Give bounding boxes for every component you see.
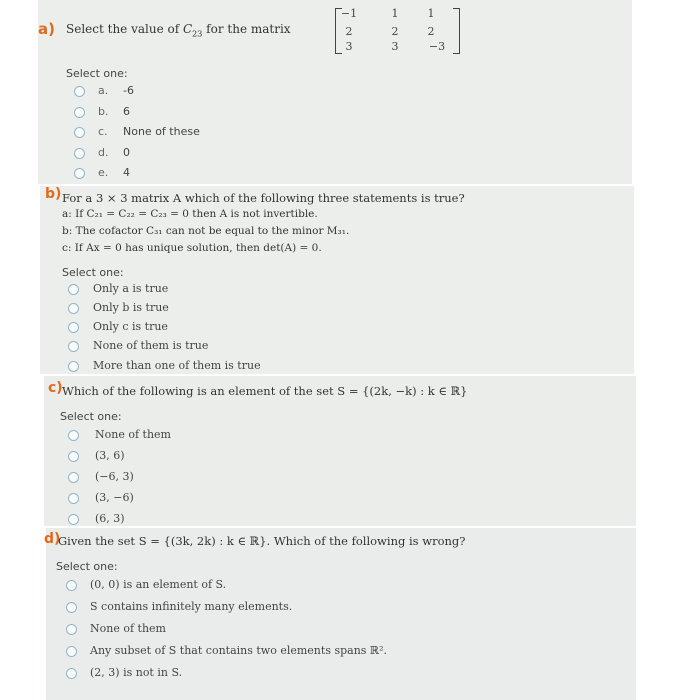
question-a-text bbox=[66, 22, 291, 38]
matrix-cell: 1 bbox=[391, 7, 399, 20]
select-one-label-c: Select one: bbox=[60, 410, 122, 423]
select-one-label-b: Select one: bbox=[62, 266, 124, 279]
radio-c-option-1[interactable] bbox=[68, 430, 79, 441]
radio-b-option-4[interactable] bbox=[68, 341, 79, 352]
statement-a: a: If C₂₁ = C₂₂ = C₂₃ = 0 then A is not invertible. bbox=[62, 208, 318, 220]
option-text: Any subset of S that contains two elements spans ℝ². bbox=[90, 644, 387, 657]
option-text: (0, 0) is an element of S. bbox=[90, 578, 227, 591]
radio-a-option-c[interactable] bbox=[74, 127, 85, 138]
option-text: None of them bbox=[90, 622, 166, 635]
matrix-cell: 2 bbox=[345, 25, 353, 38]
radio-a-option-d[interactable] bbox=[74, 148, 85, 159]
option-text: None of them is true bbox=[93, 339, 209, 352]
option-text: (3, −6) bbox=[95, 491, 134, 504]
question-a-marker: a) bbox=[38, 20, 55, 38]
option-letter: a. bbox=[98, 84, 109, 97]
question-a-subscript: 23 bbox=[192, 29, 203, 39]
statement-c: c: If Ax = 0 has unique solution, then det(A) = 0. bbox=[62, 242, 322, 254]
option-text: 6 bbox=[123, 105, 130, 118]
question-a-pre: Select the value of bbox=[66, 22, 183, 36]
matrix-cell: 3 bbox=[391, 40, 399, 53]
question-b-text: For a 3 × 3 matrix A which of the following three statements is true? bbox=[62, 191, 465, 205]
radio-c-option-2[interactable] bbox=[68, 451, 79, 462]
option-text: None of them bbox=[95, 428, 171, 441]
option-text: (6, 3) bbox=[95, 512, 125, 525]
select-one-label-d: Select one: bbox=[56, 560, 118, 573]
radio-b-option-2[interactable] bbox=[68, 303, 79, 314]
matrix-cell: −3 bbox=[428, 40, 446, 53]
statement-b: b: The cofactor C₃₁ can not be equal to the minor M₃₁. bbox=[62, 225, 350, 237]
select-one-label-a: Select one: bbox=[66, 67, 128, 80]
option-text: S contains infinitely many elements. bbox=[90, 600, 293, 613]
option-text: More than one of them is true bbox=[93, 359, 261, 372]
radio-b-option-1[interactable] bbox=[68, 284, 79, 295]
radio-b-option-3[interactable] bbox=[68, 322, 79, 333]
matrix-cell: 2 bbox=[427, 25, 435, 38]
radio-d-option-4[interactable] bbox=[66, 646, 77, 657]
option-letter: d. bbox=[98, 146, 109, 159]
option-text: (2, 3) is not in S. bbox=[90, 666, 183, 679]
question-b-marker: b) bbox=[45, 186, 62, 202]
matrix-cell: 1 bbox=[427, 7, 435, 20]
question-d-marker: d) bbox=[44, 531, 61, 547]
matrix-cell: −1 bbox=[340, 7, 358, 20]
radio-a-option-a[interactable] bbox=[74, 86, 85, 97]
radio-a-option-e[interactable] bbox=[74, 168, 85, 179]
question-a-post: for the matrix bbox=[202, 22, 291, 36]
option-text: (−6, 3) bbox=[95, 470, 134, 483]
option-text: 0 bbox=[123, 146, 130, 159]
radio-c-option-3[interactable] bbox=[68, 472, 79, 483]
radio-c-option-4[interactable] bbox=[68, 493, 79, 504]
matrix-right-bracket bbox=[453, 8, 460, 54]
radio-d-option-1[interactable] bbox=[66, 580, 77, 591]
radio-d-option-3[interactable] bbox=[66, 624, 77, 635]
radio-b-option-5[interactable] bbox=[68, 361, 79, 372]
option-letter: b. bbox=[98, 105, 109, 118]
question-a-symbol: C bbox=[182, 22, 193, 36]
option-text: Only c is true bbox=[93, 320, 168, 333]
option-text: (3, 6) bbox=[95, 449, 125, 462]
option-text: None of these bbox=[123, 125, 200, 138]
option-text: Only b is true bbox=[93, 301, 169, 314]
radio-a-option-b[interactable] bbox=[74, 107, 85, 118]
question-c-text: Which of the following is an element of the set S = {(2k, −k) : k ∈ ℝ} bbox=[62, 384, 468, 398]
matrix-cell: 2 bbox=[391, 25, 399, 38]
question-d-text: Given the set S = {(3k, 2k) : k ∈ ℝ}. Which of the following is wrong? bbox=[58, 534, 466, 548]
option-text: -6 bbox=[123, 84, 134, 97]
option-letter: e. bbox=[98, 166, 109, 179]
question-c-marker: c) bbox=[48, 380, 63, 396]
radio-d-option-2[interactable] bbox=[66, 602, 77, 613]
option-text: Only a is true bbox=[93, 282, 169, 295]
option-text: 4 bbox=[123, 166, 130, 179]
radio-d-option-5[interactable] bbox=[66, 668, 77, 679]
matrix-cell: 3 bbox=[345, 40, 353, 53]
radio-c-option-5[interactable] bbox=[68, 514, 79, 525]
option-letter: c. bbox=[98, 125, 108, 138]
matrix bbox=[333, 0, 463, 60]
